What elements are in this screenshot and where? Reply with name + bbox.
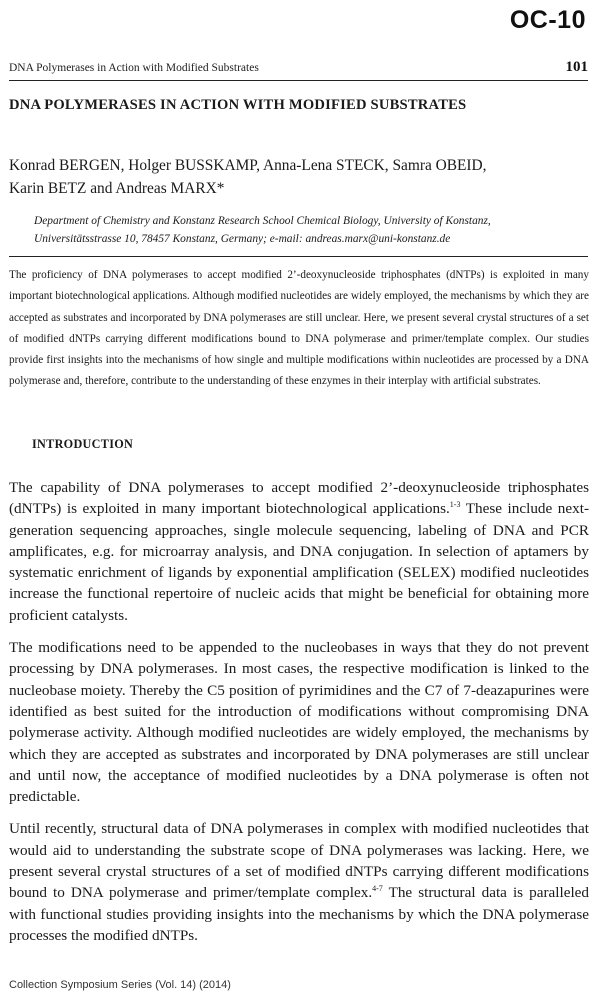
paper-title: DNA POLYMERASES IN ACTION WITH MODIFIED SUBSTRATES bbox=[9, 97, 467, 113]
abstract-divider bbox=[9, 256, 588, 257]
paragraph-text: The structural data is paralleled with functional studies providing insights into the mechanisms by which the DNA polymerase processes the modified dNTPs. bbox=[9, 884, 589, 944]
section-heading: INTRODUCTION bbox=[32, 437, 134, 451]
abstract: The proficiency of DNA polymerases to accept modified 2’-deoxynucleoside triphosphates (dNTPs) is exploited in many important biotechnological applications. Although modified nucleotides are widely employed, the mechanisms by which they are accepted as substrates and incorporated by DNA polymerases are still unclear. Here, we present several crystal structures of a set of modified dNTPs carrying different modifications bound to DNA polymerase and primer/template complex. Our studies provide first insights into the mechanisms of how single and multiple modifications within nucleotides are processed by a DNA polymerase and, therefore, contribute to the understanding of these enzymes in their interplay with artificial substrates. bbox=[9, 269, 589, 388]
affiliation-line: Universitätsstrasse 10, 78457 Konstanz, Germany; e-mail: andreas.marx@uni-konstanz.de bbox=[34, 233, 451, 245]
author-line: Karin BETZ and Andreas MARX* bbox=[9, 180, 225, 197]
author-list bbox=[9, 154, 589, 200]
citation-ref: 1-3 bbox=[449, 500, 461, 510]
page-number: 101 bbox=[565, 59, 588, 75]
running-head-title: DNA Polymerases in Action with Modified Substrates bbox=[9, 62, 259, 74]
citation-ref: 4-7 bbox=[372, 884, 383, 894]
paragraph-text: The capability of DNA polymerases to accept modified 2’-deoxynucleoside triphosphates (dNTPs) is exploited in many important biotechnological applications. bbox=[9, 479, 589, 518]
footer-citation: Collection Symposium Series (Vol. 14) (2014) bbox=[9, 979, 231, 991]
paragraph: The modifications need to be appended to the nucleobases in ways that they do not prevent processing by DNA polymerases. In most cases, the respective modification is linked to the nucleobase moiety. Thereby the C5 position of pyrimidines and the C7 of 7-deazapurines were identified as best suited for the introduction of modifications without compromising DNA polymerase activity. Although modified nucleotides are widely employed, the mechanisms by which they are accepted as substrates and incorporated by DNA polymerases are still unclear and until now, the acceptance of modified nucleotides by a DNA polymerase is often not predictable. bbox=[9, 639, 589, 806]
paragraph bbox=[9, 477, 589, 626]
paper-code-badge: OC-10 bbox=[509, 6, 586, 34]
body-text bbox=[9, 477, 589, 957]
paragraph bbox=[9, 818, 589, 946]
paragraph-text: Until recently, structural data of DNA polymerases in complex with modified nucleotides that would aid to understanding the substrate scope of DNA polymerases was lacking. Here, we present several crystal structures of a set of modified dNTPs carrying different modifications bound to DNA polymerase and primer/template complex. bbox=[9, 820, 589, 902]
affiliation bbox=[34, 212, 584, 248]
paragraph-text: These include next-generation sequencing approaches, single molecule sequencing, labeling of DNA and PCR amplificates, e.g. for microarray analysis, and DNA conjugation. In selection of aptamers by systematic enrichment of ligands by exponential amplification (SELEX) modified nucleotides increase the functional repertoire of nucleic acids that might be beneficial for obtaining more proficient catalysts. bbox=[9, 500, 590, 624]
author-line: Konrad BERGEN, Holger BUSSKAMP, Anna-Lena STECK, Samra OBEID, bbox=[9, 157, 487, 174]
running-head bbox=[9, 59, 588, 81]
affiliation-line: Department of Chemistry and Konstanz Research School Chemical Biology, University of Konstanz, bbox=[34, 215, 491, 227]
